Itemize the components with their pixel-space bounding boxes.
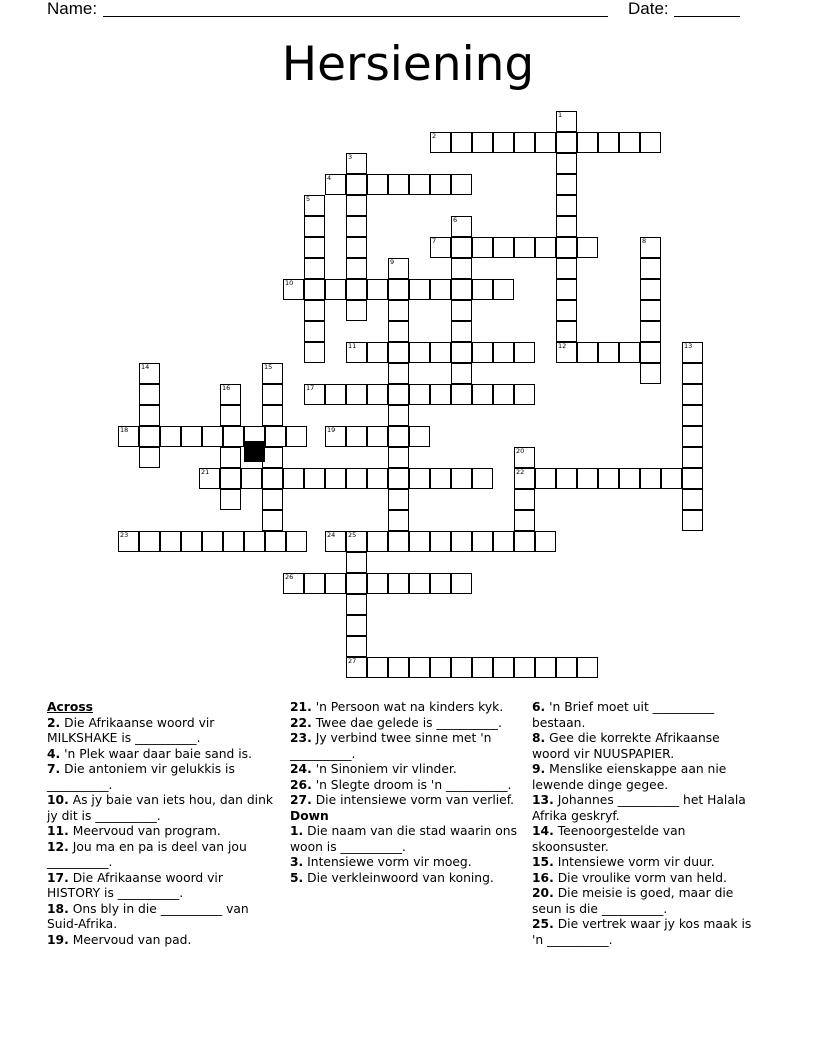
clue-item bbox=[290, 793, 520, 809]
clue-num: 11. bbox=[47, 824, 69, 838]
grid-cell[interactable] bbox=[388, 405, 409, 426]
grid-cell[interactable] bbox=[472, 132, 493, 153]
clue-item bbox=[290, 762, 520, 778]
clue-num: 8. bbox=[532, 731, 546, 745]
grid-cell[interactable] bbox=[388, 510, 409, 531]
grid-cell[interactable] bbox=[514, 132, 535, 153]
grid-cell[interactable] bbox=[139, 531, 160, 552]
grid-cell[interactable] bbox=[598, 468, 619, 489]
grid-cell[interactable] bbox=[514, 531, 535, 552]
clues-column-2 bbox=[290, 700, 520, 886]
grid-cell[interactable] bbox=[367, 279, 388, 300]
clue-num: 6. bbox=[532, 700, 546, 714]
grid-cell[interactable] bbox=[577, 468, 598, 489]
clue-text: Twee dae gelede is __________. bbox=[311, 715, 502, 730]
clue-item bbox=[290, 716, 520, 732]
grid-cell[interactable] bbox=[286, 531, 307, 552]
clue-num: 25. bbox=[532, 917, 554, 931]
clue-number: 10 bbox=[285, 279, 294, 287]
grid-cell[interactable] bbox=[514, 384, 535, 405]
grid-cell[interactable] bbox=[346, 615, 367, 636]
grid-cell[interactable] bbox=[220, 447, 241, 468]
grid-cell[interactable] bbox=[346, 300, 367, 321]
grid-cell[interactable] bbox=[472, 342, 493, 363]
grid-cell[interactable] bbox=[556, 279, 577, 300]
page-title: Hersiening bbox=[281, 37, 535, 92]
grid-cell[interactable] bbox=[451, 573, 472, 594]
grid-cell[interactable] bbox=[346, 573, 367, 594]
grid-cell[interactable] bbox=[304, 216, 325, 237]
grid-cell[interactable] bbox=[325, 573, 346, 594]
grid-cell[interactable] bbox=[556, 468, 577, 489]
clue-num: 3. bbox=[290, 855, 304, 869]
grid-cell[interactable] bbox=[451, 237, 472, 258]
clue-text: Intensiewe vorm vir duur. bbox=[553, 855, 715, 869]
clue-item bbox=[47, 716, 275, 747]
grid-cell[interactable] bbox=[640, 279, 661, 300]
clue-text: Intensiewe vorm vir moeg. bbox=[303, 855, 472, 869]
grid-cell[interactable] bbox=[451, 468, 472, 489]
clue-text: Teenoorgestelde van skoonsuster. bbox=[532, 824, 686, 854]
grid-cell[interactable] bbox=[367, 342, 388, 363]
clue-text: Menslike eienskappe aan nie lewende dinge gegee. bbox=[532, 762, 727, 792]
clue-text: As jy baie van iets hou, dan dink jy dit is __________. bbox=[47, 793, 274, 823]
clue-text: Jy verbind twee sinne met 'n __________. bbox=[290, 731, 492, 761]
grid-cell[interactable] bbox=[346, 258, 367, 279]
grid-cell[interactable] bbox=[139, 405, 160, 426]
grid-cell[interactable] bbox=[556, 258, 577, 279]
clue-number: 2 bbox=[432, 132, 437, 140]
grid-cell[interactable] bbox=[223, 531, 244, 552]
grid-cell[interactable] bbox=[493, 384, 514, 405]
grid-cell[interactable] bbox=[388, 657, 409, 678]
grid-cell[interactable] bbox=[514, 489, 535, 510]
name-label: Name: bbox=[47, 0, 98, 18]
grid-cell[interactable] bbox=[367, 468, 388, 489]
grid-cell[interactable] bbox=[535, 237, 556, 258]
grid-cell[interactable] bbox=[367, 384, 388, 405]
grid-cell[interactable] bbox=[325, 468, 346, 489]
grid-cell[interactable] bbox=[409, 174, 430, 195]
grid-cell[interactable] bbox=[325, 279, 346, 300]
clue-text: Meervoud van program. bbox=[68, 824, 221, 838]
clue-number: 22 bbox=[516, 468, 525, 476]
grid-cell[interactable] bbox=[619, 342, 640, 363]
grid-cell[interactable] bbox=[556, 321, 577, 342]
grid-cell[interactable] bbox=[388, 426, 409, 447]
clue-num: 27. bbox=[290, 793, 312, 807]
clue-item bbox=[47, 747, 275, 763]
grid-cell[interactable] bbox=[409, 279, 430, 300]
grid-cell[interactable] bbox=[493, 342, 514, 363]
clue-num: 21. bbox=[290, 700, 312, 714]
clue-item bbox=[47, 824, 275, 840]
clue-num: 13. bbox=[532, 793, 554, 807]
grid-cell[interactable] bbox=[535, 468, 556, 489]
grid-cell[interactable] bbox=[367, 426, 388, 447]
grid-cell[interactable] bbox=[682, 510, 703, 531]
grid-cell[interactable] bbox=[451, 258, 472, 279]
clue-item bbox=[290, 855, 520, 871]
grid-cell[interactable] bbox=[451, 342, 472, 363]
grid-cell[interactable] bbox=[451, 279, 472, 300]
grid-cell[interactable] bbox=[223, 426, 244, 447]
clue-text: 'n Brief moet uit __________ bestaan. bbox=[532, 700, 715, 730]
clue-text: Die Afrikaanse woord vir HISTORY is __________. bbox=[47, 870, 223, 900]
grid-cell[interactable] bbox=[556, 300, 577, 321]
clue-item bbox=[532, 886, 757, 917]
clue-number: 21 bbox=[201, 468, 210, 476]
grid-cell[interactable] bbox=[202, 426, 223, 447]
grid-cell[interactable] bbox=[514, 342, 535, 363]
clue-number: 11 bbox=[348, 342, 357, 350]
grid-cell[interactable] bbox=[346, 594, 367, 615]
grid-cell[interactable] bbox=[619, 468, 640, 489]
grid-cell[interactable] bbox=[346, 426, 367, 447]
clue-number: 24 bbox=[327, 531, 336, 539]
clues-column-3 bbox=[532, 700, 757, 948]
clue-num: 15. bbox=[532, 855, 554, 869]
grid-cell[interactable] bbox=[472, 531, 493, 552]
grid-cell[interactable] bbox=[409, 384, 430, 405]
grid-cell[interactable] bbox=[682, 447, 703, 468]
clue-item bbox=[290, 731, 520, 762]
grid-cell[interactable] bbox=[304, 468, 325, 489]
black-cell bbox=[244, 441, 265, 462]
grid-cell[interactable] bbox=[682, 363, 703, 384]
grid-cell[interactable] bbox=[346, 237, 367, 258]
clue-num: 4. bbox=[47, 746, 61, 761]
grid-cell[interactable] bbox=[367, 531, 388, 552]
clue-number: 1 bbox=[558, 111, 563, 119]
grid-cell[interactable] bbox=[514, 510, 535, 531]
grid-cell[interactable] bbox=[409, 426, 430, 447]
grid-cell[interactable] bbox=[283, 468, 304, 489]
grid-cell[interactable] bbox=[388, 489, 409, 510]
clue-number: 27 bbox=[348, 657, 357, 665]
clues-column-1 bbox=[47, 700, 275, 948]
clue-number: 20 bbox=[516, 447, 525, 455]
grid-cell[interactable] bbox=[598, 132, 619, 153]
clue-num: 26. bbox=[290, 777, 312, 792]
grid-cell[interactable] bbox=[388, 531, 409, 552]
clue-text: Die naam van die stad waarin ons woon is __________. bbox=[290, 824, 517, 854]
clue-number: 5 bbox=[306, 195, 311, 203]
grid-cell[interactable] bbox=[493, 237, 514, 258]
grid-cell[interactable] bbox=[451, 531, 472, 552]
clue-text: Die vroulike vorm van held. bbox=[553, 870, 727, 885]
clue-number: 12 bbox=[558, 342, 567, 350]
grid-cell[interactable] bbox=[265, 531, 286, 552]
grid-cell[interactable] bbox=[556, 216, 577, 237]
grid-cell[interactable] bbox=[556, 237, 577, 258]
grid-cell[interactable] bbox=[493, 657, 514, 678]
grid-cell[interactable] bbox=[619, 132, 640, 153]
grid-cell[interactable] bbox=[388, 300, 409, 321]
grid-cell[interactable] bbox=[139, 426, 160, 447]
clue-item bbox=[47, 933, 275, 949]
clue-number: 16 bbox=[222, 384, 231, 392]
grid-cell[interactable] bbox=[430, 657, 451, 678]
grid-cell[interactable] bbox=[220, 468, 241, 489]
grid-cell[interactable] bbox=[409, 573, 430, 594]
clue-num: 10. bbox=[47, 793, 69, 807]
grid-cell[interactable] bbox=[451, 363, 472, 384]
grid-cell[interactable] bbox=[367, 573, 388, 594]
grid-cell[interactable] bbox=[556, 657, 577, 678]
grid-cell[interactable] bbox=[181, 426, 202, 447]
clue-number: 14 bbox=[141, 363, 150, 371]
grid-cell[interactable] bbox=[409, 342, 430, 363]
grid-cell[interactable] bbox=[493, 531, 514, 552]
clue-num: 1. bbox=[290, 824, 304, 838]
grid-cell[interactable] bbox=[682, 426, 703, 447]
clue-item bbox=[532, 855, 757, 871]
grid-cell[interactable] bbox=[451, 300, 472, 321]
grid-cell[interactable] bbox=[430, 342, 451, 363]
grid-cell[interactable] bbox=[493, 279, 514, 300]
grid-cell[interactable] bbox=[244, 531, 265, 552]
grid-cell[interactable] bbox=[388, 447, 409, 468]
grid-cell[interactable] bbox=[451, 132, 472, 153]
grid-cell[interactable] bbox=[451, 174, 472, 195]
grid-cell[interactable] bbox=[325, 384, 346, 405]
clue-num: 23. bbox=[290, 731, 312, 745]
clue-text: 'n Persoon wat na kinders kyk. bbox=[311, 700, 504, 714]
grid-cell[interactable] bbox=[451, 384, 472, 405]
grid-cell[interactable] bbox=[556, 195, 577, 216]
grid-cell[interactable] bbox=[556, 174, 577, 195]
grid-cell[interactable] bbox=[640, 468, 661, 489]
clue-number: 7 bbox=[432, 237, 437, 245]
clue-num: 2. bbox=[47, 715, 61, 730]
clue-number: 8 bbox=[642, 237, 647, 245]
grid-cell[interactable] bbox=[265, 426, 286, 447]
clue-number: 23 bbox=[120, 531, 129, 539]
grid-cell[interactable] bbox=[346, 468, 367, 489]
clue-text: 'n Plek waar daar baie sand is. bbox=[60, 746, 253, 761]
grid-cell[interactable] bbox=[451, 321, 472, 342]
grid-cell[interactable] bbox=[262, 489, 283, 510]
clue-text: Die vertrek waar jy kos maak is 'n __________. bbox=[532, 917, 752, 947]
grid-cell[interactable] bbox=[346, 216, 367, 237]
clue-number: 4 bbox=[327, 174, 332, 182]
grid-cell[interactable] bbox=[346, 384, 367, 405]
grid-cell[interactable] bbox=[598, 342, 619, 363]
clue-num: 17. bbox=[47, 870, 69, 885]
clue-text: Die meisie is goed, maar die seun is die __________. bbox=[532, 886, 734, 916]
clue-item bbox=[290, 700, 520, 716]
grid-cell[interactable] bbox=[472, 468, 493, 489]
clue-item bbox=[532, 824, 757, 855]
clue-number: 6 bbox=[453, 216, 458, 224]
grid-cell[interactable] bbox=[388, 384, 409, 405]
clue-num: 16. bbox=[532, 870, 554, 885]
grid-cell[interactable] bbox=[367, 657, 388, 678]
grid-cell[interactable] bbox=[388, 174, 409, 195]
grid-cell[interactable] bbox=[220, 405, 241, 426]
grid-cell[interactable] bbox=[430, 279, 451, 300]
across-heading: Across bbox=[47, 700, 93, 714]
clue-item bbox=[290, 778, 520, 794]
down-heading: Down bbox=[290, 808, 329, 823]
clue-item bbox=[532, 731, 757, 762]
grid-cell[interactable] bbox=[304, 573, 325, 594]
grid-cell[interactable] bbox=[640, 258, 661, 279]
clue-text: Johannes __________ het Halala Afrika geskryf. bbox=[532, 793, 746, 823]
clue-number: 17 bbox=[306, 384, 315, 392]
grid-cell[interactable] bbox=[346, 279, 367, 300]
clue-text: Gee die korrekte Afrikaanse woord vir NUUSPAPIER. bbox=[532, 731, 720, 761]
grid-cell[interactable] bbox=[640, 132, 661, 153]
clue-number: 13 bbox=[684, 342, 693, 350]
grid-cell[interactable] bbox=[430, 384, 451, 405]
grid-cell[interactable] bbox=[514, 237, 535, 258]
grid-cell[interactable] bbox=[367, 174, 388, 195]
grid-cell[interactable] bbox=[346, 552, 367, 573]
grid-cell[interactable] bbox=[640, 342, 661, 363]
clue-number: 3 bbox=[348, 153, 353, 161]
clue-item bbox=[47, 793, 275, 824]
grid-cell[interactable] bbox=[346, 174, 367, 195]
grid-cell[interactable] bbox=[160, 426, 181, 447]
grid-cell[interactable] bbox=[682, 405, 703, 426]
grid-cell[interactable] bbox=[514, 657, 535, 678]
grid-cell[interactable] bbox=[202, 531, 223, 552]
clue-text: Meervoud van pad. bbox=[68, 932, 192, 947]
grid-cell[interactable] bbox=[472, 279, 493, 300]
clue-num: 18. bbox=[47, 901, 69, 916]
grid-cell[interactable] bbox=[682, 384, 703, 405]
grid-cell[interactable] bbox=[577, 237, 598, 258]
grid-cell[interactable] bbox=[346, 636, 367, 657]
grid-cell[interactable] bbox=[472, 384, 493, 405]
grid-cell[interactable] bbox=[262, 447, 283, 468]
grid-cell[interactable] bbox=[160, 531, 181, 552]
grid-cell[interactable] bbox=[409, 468, 430, 489]
clue-number: 25 bbox=[348, 531, 357, 539]
grid-cell[interactable] bbox=[181, 531, 202, 552]
date-label: Date: bbox=[628, 0, 669, 18]
clue-number: 26 bbox=[285, 573, 294, 581]
clue-text: Die intensiewe vorm van verlief. bbox=[311, 793, 515, 807]
grid-cell[interactable] bbox=[472, 657, 493, 678]
grid-cell[interactable] bbox=[640, 363, 661, 384]
clue-num: 9. bbox=[532, 762, 546, 776]
grid-cell[interactable] bbox=[640, 321, 661, 342]
grid-cell[interactable] bbox=[388, 573, 409, 594]
grid-cell[interactable] bbox=[430, 531, 451, 552]
grid-cell[interactable] bbox=[535, 132, 556, 153]
grid-cell[interactable] bbox=[262, 405, 283, 426]
grid-cell[interactable] bbox=[304, 258, 325, 279]
grid-cell[interactable] bbox=[304, 321, 325, 342]
clue-item bbox=[532, 762, 757, 793]
grid-cell[interactable] bbox=[262, 384, 283, 405]
grid-cell[interactable] bbox=[493, 132, 514, 153]
clue-item bbox=[47, 840, 275, 871]
grid-cell[interactable] bbox=[220, 489, 241, 510]
clue-text: 'n Slegte droom is 'n __________. bbox=[311, 777, 512, 792]
grid-cell[interactable] bbox=[388, 342, 409, 363]
clue-item bbox=[532, 871, 757, 887]
grid-cell[interactable] bbox=[241, 468, 262, 489]
clue-num: 12. bbox=[47, 839, 69, 854]
clue-text: Die antoniem vir gelukkis is __________. bbox=[47, 762, 235, 792]
grid-cell[interactable] bbox=[409, 657, 430, 678]
clue-num: 24. bbox=[290, 762, 312, 776]
grid-cell[interactable] bbox=[577, 657, 598, 678]
clue-item bbox=[47, 902, 275, 933]
grid-cell[interactable] bbox=[682, 489, 703, 510]
grid-cell[interactable] bbox=[430, 174, 451, 195]
grid-cell[interactable] bbox=[304, 279, 325, 300]
grid-cell[interactable] bbox=[139, 384, 160, 405]
grid-cell[interactable] bbox=[139, 447, 160, 468]
grid-cell[interactable] bbox=[388, 279, 409, 300]
grid-cell[interactable] bbox=[388, 321, 409, 342]
grid-cell[interactable] bbox=[262, 510, 283, 531]
clue-num: 22. bbox=[290, 715, 312, 730]
grid-cell[interactable] bbox=[535, 657, 556, 678]
grid-cell[interactable] bbox=[304, 237, 325, 258]
grid-cell[interactable] bbox=[472, 237, 493, 258]
clue-item bbox=[47, 762, 275, 793]
grid-cell[interactable] bbox=[304, 300, 325, 321]
clue-item bbox=[532, 793, 757, 824]
grid-cell[interactable] bbox=[577, 342, 598, 363]
clue-num: 7. bbox=[47, 762, 61, 776]
clue-item bbox=[532, 917, 757, 948]
grid-cell[interactable] bbox=[388, 363, 409, 384]
clue-item bbox=[532, 700, 757, 731]
grid-cell[interactable] bbox=[346, 195, 367, 216]
grid-cell[interactable] bbox=[661, 468, 682, 489]
grid-cell[interactable] bbox=[388, 468, 409, 489]
clue-num: 14. bbox=[532, 824, 554, 838]
clue-number: 15 bbox=[264, 363, 273, 371]
grid-cell[interactable] bbox=[409, 531, 430, 552]
grid-cell[interactable] bbox=[640, 300, 661, 321]
grid-cell[interactable] bbox=[682, 468, 703, 489]
clue-text: Die verkleinwoord van koning. bbox=[303, 870, 494, 885]
clue-item bbox=[290, 824, 520, 855]
grid-cell[interactable] bbox=[556, 132, 577, 153]
grid-cell[interactable] bbox=[577, 132, 598, 153]
grid-cell[interactable] bbox=[430, 468, 451, 489]
clue-text: Jou ma en pa is deel van jou __________. bbox=[47, 839, 247, 869]
grid-cell[interactable] bbox=[556, 153, 577, 174]
clue-number: 9 bbox=[390, 258, 395, 266]
clue-number: 18 bbox=[120, 426, 129, 434]
clue-text: Die Afrikaanse woord vir MILKSHAKE is __________. bbox=[47, 715, 215, 745]
grid-cell[interactable] bbox=[262, 468, 283, 489]
clue-item bbox=[290, 871, 520, 887]
grid-cell[interactable] bbox=[535, 531, 556, 552]
clue-num: 19. bbox=[47, 932, 69, 947]
clue-number: 19 bbox=[327, 426, 336, 434]
clue-text: 'n Sinoniem vir vlinder. bbox=[311, 762, 457, 776]
clue-text: Ons bly in die __________ van Suid-Afrika. bbox=[47, 901, 249, 931]
grid-cell[interactable] bbox=[304, 342, 325, 363]
clue-num: 20. bbox=[532, 886, 554, 900]
grid-cell[interactable] bbox=[430, 573, 451, 594]
clue-item bbox=[47, 871, 275, 902]
grid-cell[interactable] bbox=[451, 657, 472, 678]
grid-cell[interactable] bbox=[286, 426, 307, 447]
clue-num: 5. bbox=[290, 870, 304, 885]
